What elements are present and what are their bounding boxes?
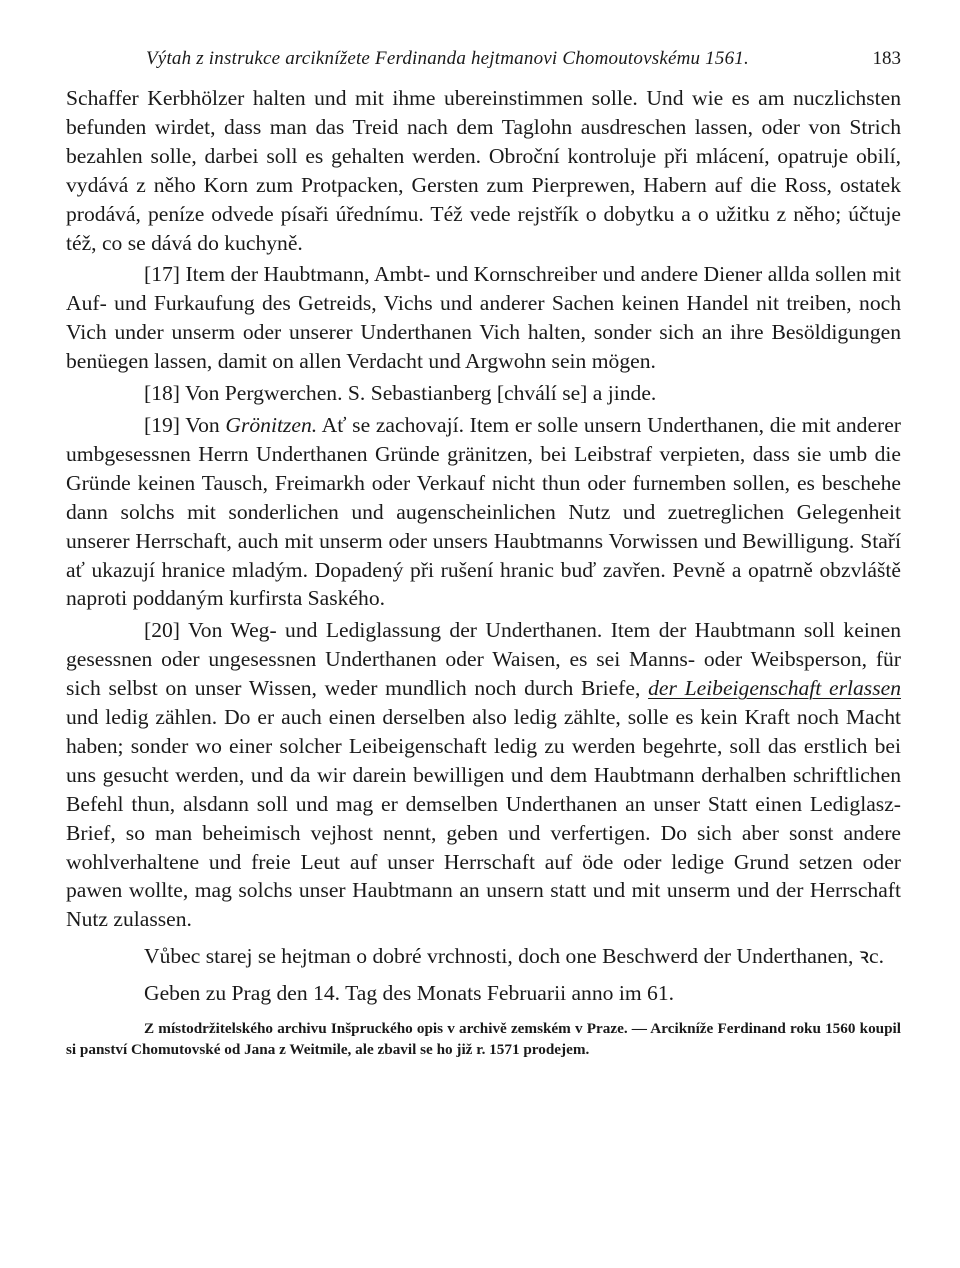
paragraph-continuation: Schaffer Kerbhölzer halten und mit ihme ubereinstimmen solle. Und wie es am nuczlichsten befunden wirdet, dass man das Treid nach dem Taglohn ausdreschen lassen, oder von Strich bezahlen solle, darbei soll es gehalten werden. Obroční kontroluje při mlácení, opatruje obilí, vydává z něho Korn zum Protpacken, Gersten zum Pierprewen, Habern auf die Ross, ostatek prodává, peníze odvede písaři úřednímu. Též vede rejstřík o dobytku a o užitku z něho; účtuje též, co se dává do kuchyně. (66, 86, 901, 255)
paragraph-19-italic-term: Grönitzen. (225, 412, 318, 437)
body-text (66, 84, 901, 1008)
paragraph-19-lead: [19] Von (144, 412, 226, 437)
paragraph-18: [18] Von Pergwerchen. S. Sebastianberg [chválí se] a jinde. (144, 381, 657, 406)
paragraph-17: [17] Item der Haubtmann, Ambt- und Kornschreiber und andere Diener allda sollen mit Auf- und Furkaufung des Getreids, Vichs und anderer Sachen keinen Handel nit treiben, noch Vich under unserm oder unserer Underthanen Vich halten, sonder sich an ihre Besöldigungen benüegen lassen, damit on allen Verdacht und Argwohn sein mögen. (66, 262, 901, 374)
paragraph-dating: Geben zu Prag den 14. Tag des Monats Februarii anno im 61. (144, 981, 675, 1006)
document-page (66, 40, 901, 1060)
paragraph-20-text: und ledig zählen. Do er auch einen derselben also ledig zählte, solle es kein Kraft noch Macht haben; sonder wo einer solcher Leibeigenschaft ledig zu werden begehrte, soll das erstlich bei uns gesucht werden, und da wir darein bewilligen und dem Haubtmann derhalben schriftlichen Befehl thun, alsdann soll und mag er demselben Underthanen an unser Statt einen Lediglasz-Brief, so man beheimisch vejhost nennt, geben und verfertigen. Do sich aber sonst andere wohlverhaltene und freie Leut auf unser Herrschaft auf öde oder ledige Grund setzen oder pawen wollte, mag solchs unser Haubtmann an unsern statt und mit unserm und der Herrschaft Nutz zulassen. (66, 705, 901, 932)
page-header (66, 40, 901, 80)
paragraph-closing: Vůbec starej se hejtman o dobré vrchnosti, doch one Beschwerd der Underthanen, ꝛc. (144, 944, 884, 969)
paragraph-19-text: Ať se zachovají. Item er solle unsern Underthanen, die mit anderer umbgesessnen Herrn Underthanen Gründe gränitzen, bei Leibstraf verpieten, dass sie umb die Gründe keinen Tausch, Freimarkh oder Verkauf nicht thun oder furnemben sollen, es beschehe dann solchs mit sonderlichen und augenscheinlichen Nutz und zuetreglichen Gelegenheit unserer Herrschaft, auch mit unserm oder unsers Haubtmanns Vorwissen und Bewilligung. Staří ať ukazují hranice mladým. Dopadený při rušení hranic buď zavřen. Pevně a opatrně obzvláště naproti poddaným kurfirsta Saského. (66, 412, 901, 611)
footnote: Z místodržitelského archivu Inšpruckého opis v archivě zemském v Praze. — Arcikníže Ferdinand roku 1560 koupil si panství Chomutovské od Jana z Weitmile, ale zbavil se ho již r. 1571 prodejem. (66, 1020, 901, 1059)
paragraph-20 (66, 616, 901, 934)
paragraph-20-italic-phrase: der Leibeigenschaft erlassen (648, 676, 901, 701)
running-title: Výtah z instrukce arciknížete Ferdinanda hejtmanovi Chomoutovskému 1561. (146, 48, 749, 69)
paragraph-20-lead: [20] Von Weg- und Lediglassung der Underthanen. Item der Haubtmann soll keinen gesessnen oder ungesessnen Underthanen oder Waisen, es sei Manns- oder Weibsperson, für sich selbst on unser Wissen, weder mundlich noch durch Briefe, (66, 618, 901, 701)
paragraph-19 (66, 411, 901, 613)
page-number: 183 (872, 48, 901, 69)
